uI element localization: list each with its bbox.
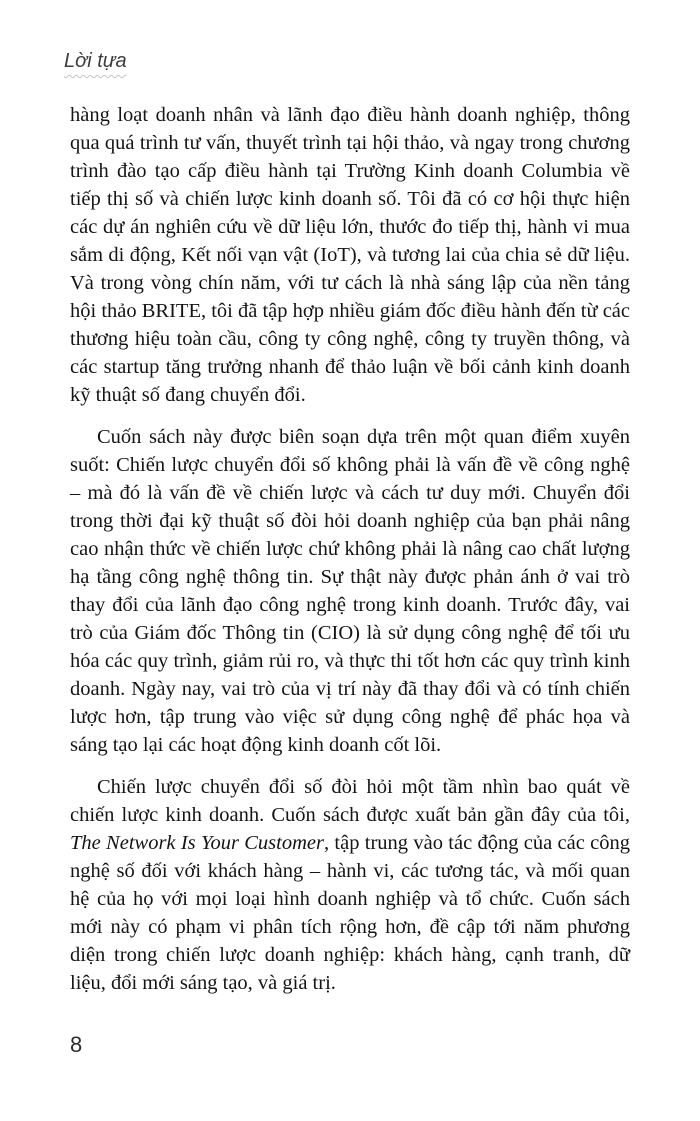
paragraph-1: hàng loạt doanh nhân và lãnh đạo điều hành doanh nghiệp, thông qua quá trình tư vấn, thuyết trình tại hội thảo, và ngay trong chương trình đào tạo cấp điều hành tại Trường Kinh doanh Columbia về tiếp thị số và chiến lược kinh doanh số. Tôi đã có cơ hội thực hiện các dự án nghiên cứu về dữ liệu lớn, thước đo tiếp thị, hành vi mua sắm di động, Kết nối vạn vật (IoT), và tương lai của chia sẻ dữ liệu. Và trong vòng chín năm, với tư cách là nhà sáng lập của nền tảng hội thảo BRITE, tôi đã tập hợp nhiều giám đốc điều hành đến từ các thương hiệu toàn cầu, công ty công nghệ, công ty truyền thông, và các startup tăng trưởng nhanh để thảo luận về bối cảnh kinh doanh kỹ thuật số đang chuyển đổi. [70,104,630,406]
running-header: Lời tựa [64,50,127,72]
paragraph-3-post: , tập trung vào tác động của các công nghệ số đối với khách hàng – hành vi, các tương tác, và mối quan hệ của họ với mọi loại hình doanh nghiệp và tổ chức. Cuốn sách mới này có phạm vi phân tích rộng hơn, đề cập tới năm phương diện trong chiến lược doanh nghiệp: khách hàng, cạnh tranh, dữ liệu, đổi mới sáng tạo, và giá trị. [70,832,631,994]
book-title: The Network Is Your Customer [70,832,324,854]
page-number: 8 [70,1032,83,1057]
paragraph-3 [70,773,630,997]
body-text-block [70,101,630,1011]
paragraph-3-pre: Chiến lược chuyển đổi số đòi hỏi một tầm nhìn bao quát về chiến lược kinh doanh. Cuốn sách được xuất bản gần đây của tôi, [70,776,630,826]
paragraph-2: Cuốn sách này được biên soạn dựa trên một quan điểm xuyên suốt: Chiến lược chuyển đổi số không phải là vấn đề về công nghệ – mà đó là vấn đề về chiến lược và cách tư duy mới. Chuyển đổi trong thời đại kỹ thuật số đòi hỏi doanh nghiệp của bạn phải nâng cao nhận thức về chiến lược chứ không phải là nâng cao chất lượng hạ tầng công nghệ thông tin. Sự thật này được phản ánh ở vai trò thay đổi của lãnh đạo công nghệ trong kinh doanh. Trước đây, vai trò của Giám đốc Thông tin (CIO) là sử dụng công nghệ để tối ưu hóa các quy trình, giảm rủi ro, và thực thi tốt hơn các quy trình kinh doanh. Ngày nay, vai trò của vị trí này đã thay đổi và có tính chiến lược hơn, tập trung vào việc sử dụng công nghệ để phác họa và sáng tạo lại các hoạt động kinh doanh cốt lõi. [70,426,630,756]
